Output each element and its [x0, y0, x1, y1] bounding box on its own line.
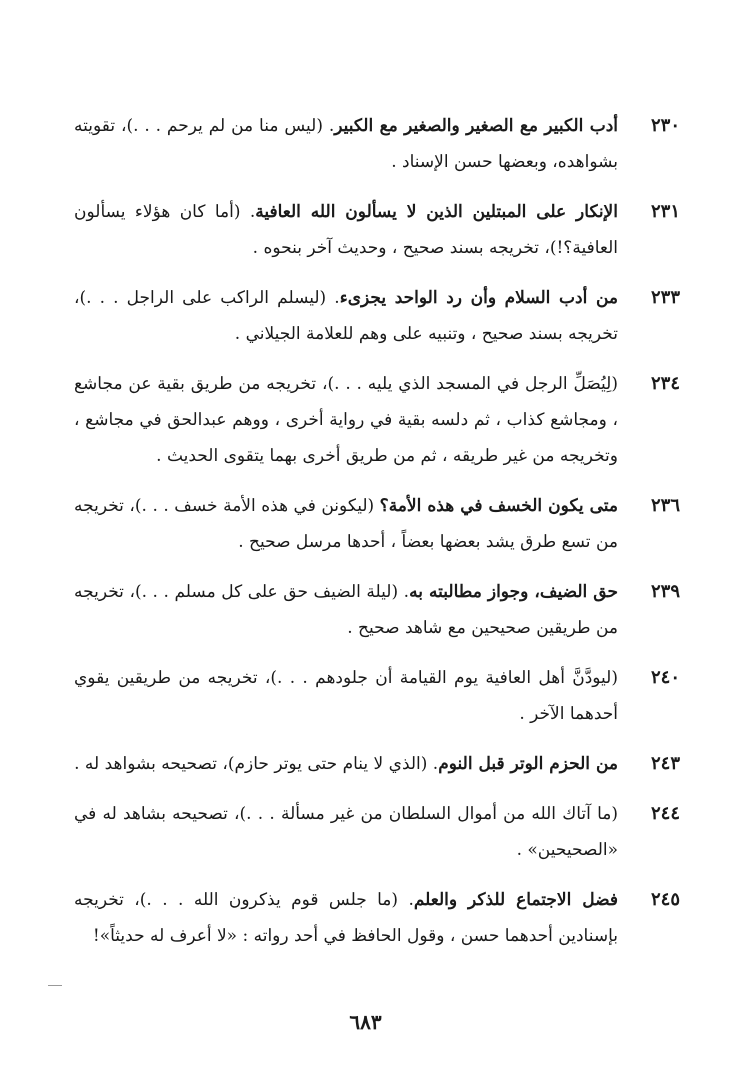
- entry-body: [74, 574, 618, 646]
- footnote-rule: [48, 985, 62, 986]
- entry-number: ٢٣٦: [650, 495, 680, 516]
- entry-title: فضل الاجتماع للذكر والعلم: [413, 890, 618, 910]
- entry-body: [74, 796, 618, 868]
- entry-title: أدب الكبير مع الصغير والصغير مع الكبير: [334, 116, 618, 136]
- entry-text: . (ليلة الضيف حق على كل مسلم . . .)، تخريجه من طريقين صحيحين مع شاهد صحيح .: [74, 582, 618, 638]
- entry-text: . (أما كان هؤلاء يسألون العافية؟!)، تخريجه بسند صحيح ، وحديث آخر بنحوه .: [74, 202, 618, 258]
- entry-number: ٢٤٥: [650, 889, 680, 910]
- entry-item: [74, 488, 680, 560]
- entry-item: [74, 746, 680, 782]
- entry-body: [74, 194, 618, 266]
- entry-item: [74, 194, 680, 266]
- entry-number: ٢٣١: [650, 201, 680, 222]
- entry-body: [74, 746, 618, 782]
- entries-list: [74, 108, 680, 968]
- entry-number: ٢٣٤: [650, 373, 680, 394]
- entry-item: [74, 280, 680, 352]
- entry-number: ٢٣٠: [650, 115, 680, 136]
- entry-number: ٢٤٤: [650, 803, 680, 824]
- entry-item: [74, 660, 680, 732]
- entry-title: من أدب السلام وأن رد الواحد يجزىء: [339, 288, 619, 308]
- entry-body: [74, 488, 618, 560]
- entry-body: [74, 108, 618, 180]
- entry-text: . (ليسلم الراكب على الراجل . . .)، تخريجه بسند صحيح ، وتنبيه على وهم للعلامة الجيلاني .: [74, 288, 618, 344]
- entry-body: [74, 280, 618, 352]
- entry-body: [74, 366, 618, 474]
- page-number: ٦٨٣: [349, 1010, 382, 1034]
- entry-title: متى يكون الخسف في هذه الأمة؟: [379, 496, 619, 516]
- entry-body: [74, 882, 618, 954]
- entry-title: حق الضيف، وجواز مطالبته به: [409, 582, 618, 602]
- entry-number: ٢٣٣: [650, 287, 680, 308]
- entry-text: . (ليس منا من لم يرحم . . .)، تقويته بشواهده، وبعضها حسن الإسناد .: [74, 116, 618, 172]
- entry-title: الإنكار على المبتلين الذين لا يسألون الله العافية: [255, 202, 618, 222]
- entry-text: (لِيُصَلِّ الرجل في المسجد الذي يليه . . .)، تخريجه من طريق بقية عن مجاشع ، ومجاشع كذاب ، ثم دلسه بقية في رواية أخرى ، ووهم عبدالحق في مجاشع ، وتخريجه من غير طريقه ، ثم من طريق أخرى بهما يتقوى الحديث .: [74, 374, 618, 466]
- entry-text: (ما آتاك الله من أموال السلطان من غير مسألة . . .)، تصحيحه بشاهد له في «الصحيحين» .: [74, 804, 618, 860]
- entry-text: . (ما جلس قوم يذكرون الله . . .)، تخريجه بإسنادين أحدهما حسن ، وقول الحافظ في أحد رواته : «لا أعرف له حديثاً»!: [74, 890, 618, 946]
- entry-text: . (الذي لا ينام حتى يوتر حازم)، تصحيحه بشواهد له .: [74, 754, 439, 774]
- entry-number: ٢٤٣: [650, 753, 680, 774]
- entry-item: [74, 796, 680, 868]
- entry-body: [74, 660, 618, 732]
- entry-number: ٢٣٩: [650, 581, 680, 602]
- entry-item: [74, 882, 680, 954]
- entry-item: [74, 574, 680, 646]
- entry-item: [74, 108, 680, 180]
- entry-text: (ليودَّنَّ أهل العافية يوم القيامة أن جلودهم . . .)، تخريجه من طريقين يقوي أحدهما الآخر .: [74, 668, 618, 724]
- entry-title: من الحزم الوتر قبل النوم: [438, 754, 618, 774]
- entry-item: [74, 366, 680, 474]
- entry-text: (ليكونن في هذه الأمة خسف . . .)، تخريجه من تسع طرق يشد بعضها بعضاً ، أحدها مرسل صحيح .: [74, 496, 618, 552]
- entry-number: ٢٤٠: [650, 667, 680, 688]
